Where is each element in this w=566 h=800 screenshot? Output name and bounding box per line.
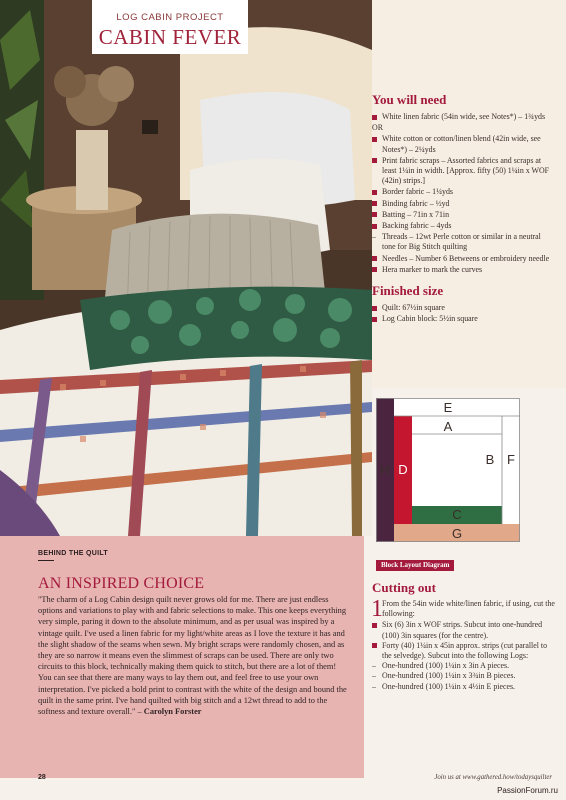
list-item: – One-hundred (100) 1¼in x 4½in E pieces.	[372, 682, 558, 692]
title-badge	[92, 0, 248, 54]
list-item: Needles – Number 6 Betweens or embroidery needle	[372, 254, 556, 264]
label-c: C	[452, 507, 462, 522]
needs-list	[372, 112, 556, 275]
behind-label: BEHIND THE QUILT	[38, 550, 109, 557]
diagram-caption: Block Layout Diagram	[376, 560, 454, 571]
list-item: Binding fabric – ½yd	[372, 199, 556, 209]
list-item: Six (6) 3in x WOF strips. Subcut into one-hundred (100) 3in squares (for the centre).	[372, 620, 558, 640]
list-item: White linen fabric (54in wide, see Notes*) – 1¾yds	[372, 112, 556, 122]
quilt-photo-illustration	[0, 0, 372, 536]
behind-the-quilt-panel	[0, 536, 364, 778]
finished-size-section	[372, 283, 556, 324]
label-b: B	[485, 452, 495, 467]
label-e: E	[443, 400, 453, 415]
cutting-out-section	[372, 580, 558, 692]
quilt-photo	[0, 0, 372, 536]
label-g: G	[451, 526, 463, 541]
author-signature: Carolyn Forster	[143, 707, 202, 717]
list-item: OR	[372, 123, 383, 133]
cutting-heading: Cutting out	[372, 580, 436, 595]
label-divider	[38, 560, 54, 561]
list-item: White cotton or cotton/linen blend (42in wide, see Notes*) – 2¼yds	[372, 134, 556, 154]
behind-body-text: "The charm of a Log Cabin design quilt never grows old for me. There are just endless options and variations to play with and fabric selections to make. This one keeps everything very simple, paring it down to the absolute minimum, and as per usual was inspired by a vintage quilt. I've used a linen fabric for my light/white areas as I love the texture it has and the slight shadow of the seams when sewn. My bright scraps were randomly chosen, and as they are so narrow it means even the slimmest of scraps can be used. There are only two circuits to this block, technically making them quick to stitch, but there are a lot of them! You can see that there are many ways to lay them out, and feel free to use your own interpretation. I've picked a bold print to contrast with the white of the design and bound the quilt in the same print. I've hand quilted with big stitch and a 12wt thread to add to the softness and texture overall." –	[38, 595, 347, 717]
list-item: Backing fabric – 4yds	[372, 221, 556, 231]
label-f: F	[507, 452, 515, 467]
behind-body	[38, 594, 350, 717]
list-item: Hera marker to mark the curves	[372, 265, 556, 275]
list-item: Log Cabin block: 5½in square	[372, 314, 556, 324]
label-a: A	[443, 419, 453, 434]
step-text: From the 54in wide white/linen fabric, if using, cut the following:	[382, 599, 555, 619]
diagram-svg	[376, 398, 520, 542]
page-number: 28	[38, 774, 46, 781]
list-item: Batting – 71in x 71in	[372, 210, 556, 220]
step-number: 1	[371, 596, 383, 622]
block-layout-diagram	[376, 398, 520, 542]
list-item: Print fabric scraps – Assorted fabrics and scraps at least 1¼in in width. [Approx. fifty (50) 1¼in x WOF (42in) strips.]	[372, 156, 556, 187]
list-item: Forty (40) 1¼in x 45in approx. strips (cut parallel to the selvedge). Subcut into the following Logs:	[372, 641, 558, 661]
requirements-panel	[372, 0, 566, 388]
needs-heading: You will need	[372, 92, 447, 107]
finished-list	[372, 303, 556, 324]
label-h: H	[380, 462, 390, 477]
list-item: Border fabric – 1¼yds	[372, 187, 556, 197]
finished-heading: Finished size	[372, 283, 444, 299]
project-kicker: LOG CABIN PROJECT	[116, 12, 224, 23]
list-item: – One-hundred (100) 1¼in x 3in A pieces.	[372, 661, 558, 671]
list-item: Quilt: 67½in square	[372, 303, 556, 313]
cutting-list	[372, 620, 558, 691]
behind-heading: AN INSPIRED CHOICE	[38, 575, 205, 592]
list-item: – One-hundred (100) 1¼in x 3¾in B pieces.	[372, 671, 558, 681]
step-1	[371, 596, 558, 622]
list-item: – Threads – 12wt Perle cotton or similar in a neutral tone for Big Stitch quilting	[372, 232, 556, 252]
label-d: D	[398, 462, 408, 477]
page-title: CABIN FEVER	[98, 25, 242, 49]
watermark: PassionForum.ru	[497, 786, 558, 795]
website-note: Join us at www.gathered.how/todaysquilter	[434, 774, 552, 781]
